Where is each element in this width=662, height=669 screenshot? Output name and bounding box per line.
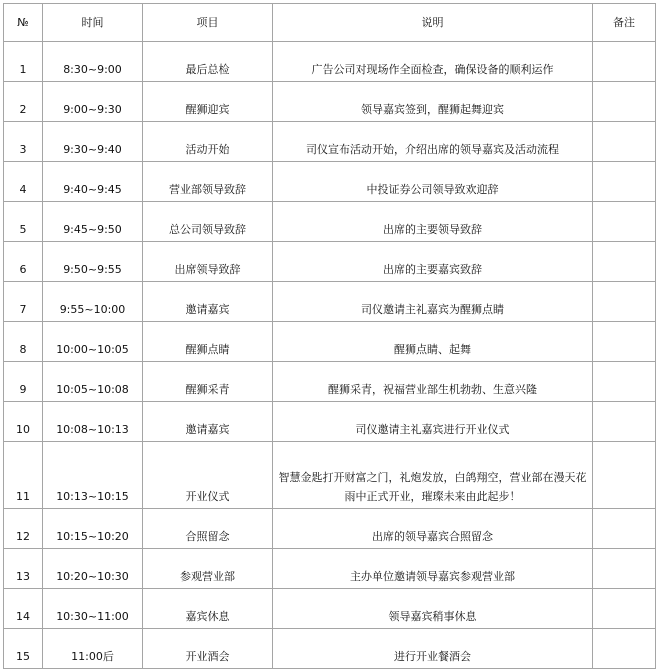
table-row [4, 549, 656, 589]
table-row [4, 362, 656, 402]
table-row [4, 509, 656, 549]
cell-no: 10 [4, 402, 43, 442]
cell-note [593, 122, 656, 162]
header-note: 备注 [593, 4, 656, 42]
cell-item: 邀请嘉宾 [143, 402, 273, 442]
cell-no: 14 [4, 589, 43, 629]
cell-desc: 主办单位邀请领导嘉宾参观营业部 [273, 549, 593, 589]
cell-time: 9:45~9:50 [43, 202, 143, 242]
cell-item: 总公司领导致辞 [143, 202, 273, 242]
cell-time: 9:40~9:45 [43, 162, 143, 202]
cell-no: 9 [4, 362, 43, 402]
cell-time: 9:00~9:30 [43, 82, 143, 122]
cell-desc: 中投证券公司领导致欢迎辞 [273, 162, 593, 202]
cell-item: 嘉宾休息 [143, 589, 273, 629]
cell-desc: 智慧金匙打开财富之门，礼炮发放，白鸽翔空，营业部在漫天花雨中正式开业，璀璨未来由此起步！ [273, 442, 593, 509]
cell-note [593, 629, 656, 669]
cell-item: 醒狮点睛 [143, 322, 273, 362]
cell-item: 开业仪式 [143, 442, 273, 509]
table-row [4, 162, 656, 202]
cell-no: 1 [4, 42, 43, 82]
cell-note [593, 509, 656, 549]
cell-note [593, 362, 656, 402]
cell-note [593, 242, 656, 282]
cell-desc: 领导嘉宾稍事休息 [273, 589, 593, 629]
header-time: 时间 [43, 4, 143, 42]
cell-item: 醒狮迎宾 [143, 82, 273, 122]
cell-desc: 广告公司对现场作全面检查，确保设备的顺利运作 [273, 42, 593, 82]
cell-time: 10:20~10:30 [43, 549, 143, 589]
cell-desc: 醒狮点睛、起舞 [273, 322, 593, 362]
cell-no: 7 [4, 282, 43, 322]
schedule-table [3, 3, 656, 669]
cell-item: 营业部领导致辞 [143, 162, 273, 202]
cell-time: 9:50~9:55 [43, 242, 143, 282]
cell-no: 4 [4, 162, 43, 202]
table-row [4, 122, 656, 162]
cell-desc: 司仪宣布活动开始，介绍出席的领导嘉宾及活动流程 [273, 122, 593, 162]
cell-item: 活动开始 [143, 122, 273, 162]
schedule-body [4, 42, 656, 669]
cell-item: 参观营业部 [143, 549, 273, 589]
cell-item: 开业酒会 [143, 629, 273, 669]
header-no: № [4, 4, 43, 42]
cell-no: 2 [4, 82, 43, 122]
cell-item: 最后总检 [143, 42, 273, 82]
cell-note [593, 42, 656, 82]
cell-item: 出席领导致辞 [143, 242, 273, 282]
table-row [4, 402, 656, 442]
cell-time: 9:55~10:00 [43, 282, 143, 322]
cell-desc: 出席的主要嘉宾致辞 [273, 242, 593, 282]
cell-desc: 醒狮采青，祝福营业部生机勃勃、生意兴隆 [273, 362, 593, 402]
cell-item: 合照留念 [143, 509, 273, 549]
header-row [4, 4, 656, 42]
cell-note [593, 549, 656, 589]
cell-note [593, 202, 656, 242]
cell-item: 醒狮采青 [143, 362, 273, 402]
cell-no: 5 [4, 202, 43, 242]
cell-note [593, 282, 656, 322]
cell-desc: 出席的领导嘉宾合照留念 [273, 509, 593, 549]
cell-note [593, 402, 656, 442]
table-row [4, 322, 656, 362]
table-row [4, 42, 656, 82]
table-row [4, 629, 656, 669]
cell-time: 10:13~10:15 [43, 442, 143, 509]
cell-time: 9:30~9:40 [43, 122, 143, 162]
cell-desc: 司仪邀请主礼嘉宾进行开业仪式 [273, 402, 593, 442]
cell-no: 11 [4, 442, 43, 509]
header-item: 项目 [143, 4, 273, 42]
cell-no: 6 [4, 242, 43, 282]
cell-time: 11:00后 [43, 629, 143, 669]
cell-no: 8 [4, 322, 43, 362]
cell-no: 13 [4, 549, 43, 589]
table-row [4, 202, 656, 242]
cell-desc: 出席的主要领导致辞 [273, 202, 593, 242]
cell-note [593, 589, 656, 629]
cell-time: 10:05~10:08 [43, 362, 143, 402]
cell-desc: 进行开业餐酒会 [273, 629, 593, 669]
cell-note [593, 322, 656, 362]
cell-time: 10:00~10:05 [43, 322, 143, 362]
table-row [4, 282, 656, 322]
cell-time: 10:30~11:00 [43, 589, 143, 629]
cell-desc: 领导嘉宾签到，醒狮起舞迎宾 [273, 82, 593, 122]
cell-note [593, 162, 656, 202]
cell-item: 邀请嘉宾 [143, 282, 273, 322]
cell-time: 8:30~9:00 [43, 42, 143, 82]
cell-no: 3 [4, 122, 43, 162]
table-row [4, 589, 656, 629]
cell-desc: 司仪邀请主礼嘉宾为醒狮点睛 [273, 282, 593, 322]
table-row [4, 242, 656, 282]
cell-time: 10:15~10:20 [43, 509, 143, 549]
cell-no: 12 [4, 509, 43, 549]
cell-time: 10:08~10:13 [43, 402, 143, 442]
table-row [4, 442, 656, 509]
table-row [4, 82, 656, 122]
cell-note [593, 442, 656, 509]
cell-note [593, 82, 656, 122]
cell-no: 15 [4, 629, 43, 669]
header-desc: 说明 [273, 4, 593, 42]
